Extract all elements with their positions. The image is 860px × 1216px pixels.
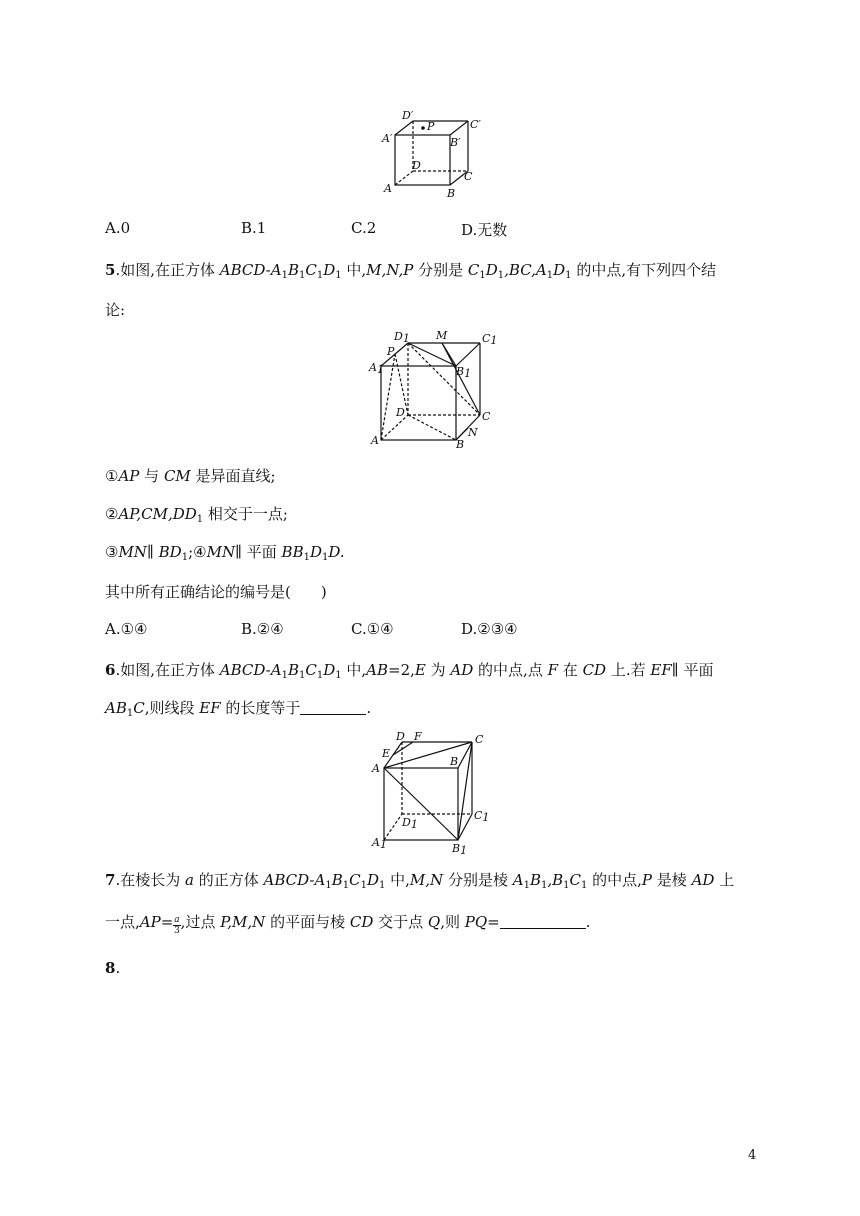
label-b-prime: B′: [450, 136, 461, 149]
q5-stem-line2: 论:: [105, 301, 126, 319]
q5-question: 其中所有正确结论的编号是( ): [105, 583, 327, 601]
label-f: F: [414, 730, 422, 743]
q5-stem-line1: 5.如图,在正方体 ABCD-$A_1B_1C_1D_1$ 中,M,N,P 分别是 $C_1D_1,BC,A_1D_1$ 的中点,有下列四个结: [105, 261, 717, 281]
q4-option-d[interactable]: D.无数: [461, 221, 508, 239]
label-a: A: [372, 762, 380, 775]
label-p: P: [427, 120, 435, 133]
label-d: D: [396, 406, 405, 419]
label-c: C: [475, 733, 484, 746]
q6-number: 6: [105, 661, 116, 679]
page-number: 4: [748, 1148, 757, 1163]
label-a: A: [371, 434, 379, 447]
label-b1: B1: [452, 842, 468, 854]
label-a1: A1: [372, 836, 387, 851]
cube-diagram-q5: [368, 328, 498, 450]
label-n: N: [468, 426, 478, 439]
q4-option-c[interactable]: C.2: [351, 219, 377, 237]
label-b: B: [450, 755, 459, 768]
label-c1: C1: [482, 332, 498, 347]
q7-stem-line1: 7.在棱长为 a 的正方体 ABCD-$A_1B_1C_1D_1$ 中,M,N 分别是棱 $A_1B_1,B_1C_1$ 的中点,P 是棱 AD 上: [105, 871, 735, 891]
q5-claim-3-4: ③MN∥ $BD_1;④MN\parallel$ 平面 $BB_1D_1D$.: [105, 543, 345, 563]
label-b: B: [456, 438, 465, 450]
cube-diagram-q4: [375, 108, 485, 200]
q5-option-c[interactable]: C.①④: [351, 620, 394, 638]
q5-option-d[interactable]: D.②③④: [461, 620, 518, 638]
label-m: M: [436, 329, 448, 342]
q7-number: 7: [105, 871, 116, 889]
cube-figure-q4: [375, 108, 485, 200]
label-d-prime: D′: [402, 109, 414, 122]
label-a: A: [384, 182, 392, 195]
q5-option-a[interactable]: A.①④: [105, 620, 148, 638]
label-b: B: [447, 187, 456, 200]
label-c: C: [464, 170, 473, 183]
label-b1: B1: [456, 365, 472, 380]
cube-figure-q6: [368, 728, 498, 854]
label-c: C: [482, 410, 491, 423]
answer-blank-q6[interactable]: [300, 700, 366, 715]
q6-stem-line2: $AB_1C$,则线段 EF 的长度等于 .: [105, 699, 372, 719]
fraction-a-over-3: $\frac{a}{3}$: [174, 915, 180, 936]
label-a-prime: A′: [382, 132, 393, 145]
label-e: E: [382, 747, 391, 760]
q8-stem: 8.: [105, 959, 121, 977]
q5-number: 5: [105, 261, 116, 279]
q5-claim-1: ①AP 与 CM 是异面直线;: [105, 467, 276, 485]
q4-option-b[interactable]: B.1: [241, 219, 267, 237]
label-p: P: [387, 345, 395, 358]
label-d1: D1: [394, 330, 410, 345]
label-d1: D1: [402, 816, 418, 831]
point-p: [421, 126, 425, 130]
answer-blank-q7[interactable]: [500, 914, 586, 929]
q6-stem-line1: 6.如图,在正方体 ABCD-$A_1B_1C_1D_1$ 中,AB=2,E 为 AD 的中点,点 F 在 CD 上.若 EF∥ 平面: [105, 661, 714, 681]
q8-number: 8: [105, 959, 116, 977]
q5-claim-2: $②AP,CM,DD_1$ 相交于一点;: [105, 505, 288, 525]
label-a1: A1: [369, 361, 384, 376]
label-d: D: [396, 730, 405, 743]
label-d: D: [412, 159, 421, 172]
label-c1: C1: [474, 809, 490, 824]
cube-diagram-q6: [368, 728, 498, 854]
q7-stem-line2: 一点,AP= $\frac{a}{3}$ ,过点 P,M,N 的平面与棱 CD 交于点 Q,则 PQ= .: [105, 913, 591, 936]
q4-option-a[interactable]: A.0: [105, 219, 131, 237]
cube-figure-q5: [368, 328, 498, 450]
label-c-prime: C′: [470, 118, 481, 131]
q5-option-b[interactable]: B.②④: [241, 620, 284, 638]
